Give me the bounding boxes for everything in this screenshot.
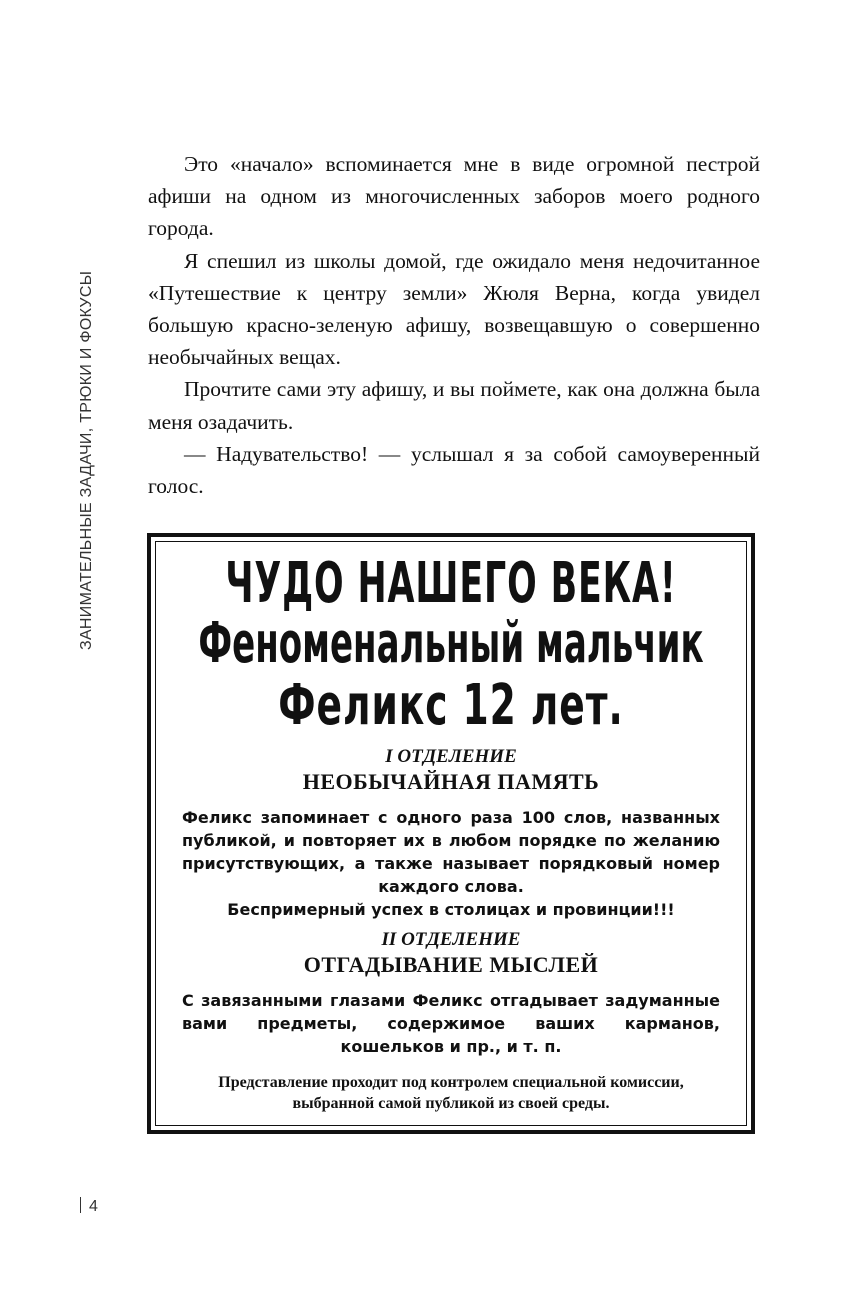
paragraph: — Надувательство! — услышал я за собой самоуверенный голос. bbox=[148, 441, 760, 499]
running-header: ЗАНИМАТЕЛЬНЫЕ ЗАДАЧИ, ТРЮКИ И ФОКУСЫ bbox=[78, 270, 95, 650]
body-text bbox=[148, 148, 760, 502]
section-1-title: НЕОБЫЧАЙНАЯ ПАМЯТЬ bbox=[302, 769, 600, 794]
paragraph: Я спешил из школы домой, где ожидало меня недочитанное «Путешествие к центру земли» Жюля Верна, когда увидел большую красно-зеленую афишу, возвещавшую о совершенно необычайных вещах. bbox=[148, 248, 760, 370]
page-number-value: 4 bbox=[89, 1198, 98, 1215]
section-2-number: II ОТДЕЛЕНИЕ bbox=[381, 929, 521, 950]
poster-inner-frame bbox=[155, 541, 747, 1126]
poster-footer-note: Представление проходит под контролем специальной комиссии, выбранной самой публикой из своей среды. bbox=[218, 1074, 684, 1112]
poster-name-line: Феликс 12 лет. bbox=[278, 672, 624, 739]
poster-headline: ЧУДО НАШЕГО ВЕКА! bbox=[225, 550, 677, 617]
poster-subheadline: Феноменальный мальчик bbox=[198, 610, 704, 677]
section-1-body: Феликс запоминает с одного раза 100 слов, названных публикой, и повторяет их в любом порядке по желанию присутствующих, а также называет порядковый номер каждого слова. bbox=[182, 808, 720, 896]
paragraph: Прочтите сами эту афишу, и вы поймете, как она должна была меня озадачить. bbox=[148, 377, 760, 434]
poster bbox=[147, 533, 755, 1134]
page-number bbox=[80, 1197, 98, 1216]
paragraph: Это «начало» вспоминается мне в виде огромной пестрой афиши на одном из многочисленных заборов моего родного города. bbox=[148, 152, 760, 241]
section-1-number: I ОТДЕЛЕНИЕ bbox=[385, 746, 517, 767]
section-2-body: С завязанными глазами Феликс отгадывает задуманные вами предметы, содержимое ваших карманов, кошельков и пр., и т. п. bbox=[182, 991, 720, 1056]
section-2-title: ОТГАДЫВАНИЕ МЫСЛЕЙ bbox=[303, 952, 599, 977]
page-number-divider bbox=[80, 1197, 81, 1213]
section-1-tagline: Беспримерный успех в столицах и провинции!!! bbox=[227, 900, 675, 919]
